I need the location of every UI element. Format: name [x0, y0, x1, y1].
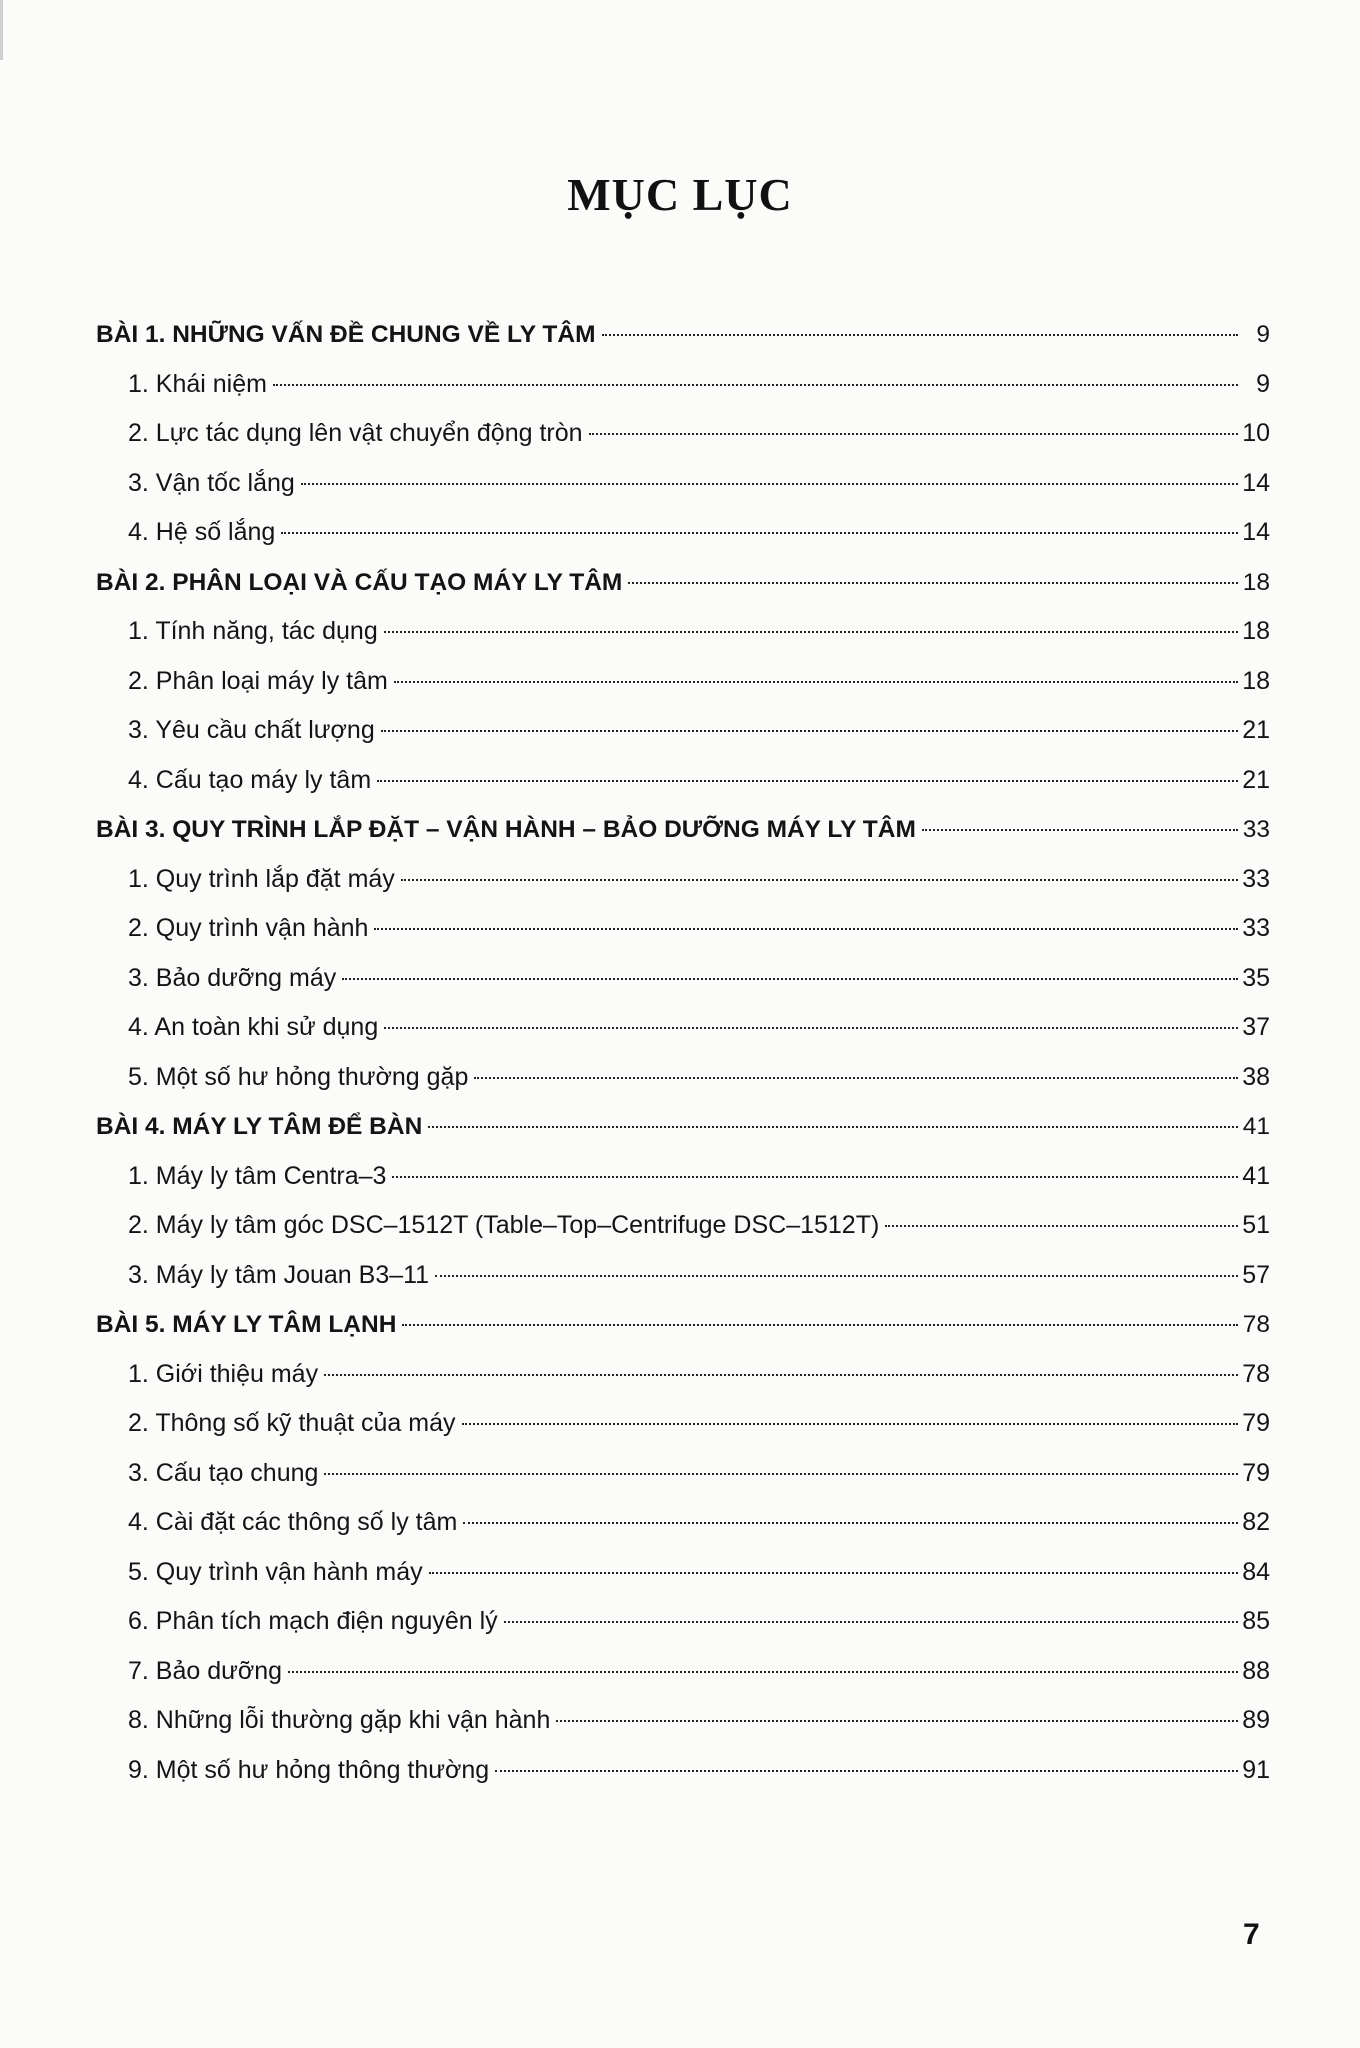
toc-entry-page-number: 82: [1242, 1508, 1270, 1536]
toc-entry-title: BÀI 1. NHỮNG VẤN ĐỀ CHUNG VỀ LY TÂM: [96, 321, 596, 348]
dot-leader: [589, 433, 1238, 435]
toc-section-entry: [96, 459, 1270, 509]
toc-entry-title: 2. Thông số kỹ thuật của máy: [128, 1409, 456, 1437]
toc-entry-title: 4. Cài đặt các thông số ly tâm: [128, 1508, 458, 1536]
dot-leader: [377, 780, 1238, 782]
toc-section-entry: [96, 1201, 1270, 1251]
toc-entry-page-number: 18: [1242, 617, 1270, 645]
toc-entry-title: 5. Quy trình vận hành máy: [128, 1557, 423, 1586]
toc-entry-page-number: 10: [1242, 419, 1270, 447]
dot-leader: [462, 1423, 1238, 1425]
toc-section-entry: [96, 904, 1270, 954]
dot-leader: [495, 1770, 1238, 1772]
toc-entry-title: 6. Phân tích mạch điện nguyên lý: [128, 1607, 498, 1635]
dot-leader: [324, 1374, 1238, 1376]
dot-leader: [556, 1720, 1238, 1722]
toc-entry-title: 1. Tính năng, tác dụng: [128, 617, 378, 645]
toc-entry-page-number: 85: [1242, 1607, 1270, 1635]
toc-entry-page-number: 21: [1242, 716, 1270, 744]
toc-entry-title: 2. Lực tác dụng lên vật chuyển động tròn: [128, 419, 583, 447]
toc-entry-page-number: 91: [1242, 1755, 1270, 1784]
toc-entry-page-number: 9: [1256, 321, 1270, 348]
toc-entry-title: 1. Giới thiệu máy: [128, 1359, 319, 1388]
dot-leader: [402, 1324, 1238, 1326]
dot-leader: [435, 1275, 1238, 1277]
toc-chapter-entry: [96, 1102, 1270, 1152]
table-of-contents: [96, 310, 1270, 1795]
dot-leader: [922, 829, 1238, 831]
toc-entry-title: 1. Khái niệm: [128, 369, 267, 398]
toc-entry-page-number: 21: [1242, 765, 1270, 794]
toc-entry-page-number: 9: [1256, 369, 1270, 398]
dot-leader: [288, 1671, 1238, 1673]
toc-entry-title: BÀI 4. MÁY LY TÂM ĐỂ BÀN: [96, 1113, 423, 1140]
toc-section-entry: [96, 1746, 1270, 1796]
toc-section-entry: [96, 1152, 1270, 1202]
toc-entry-page-number: 35: [1242, 963, 1270, 992]
toc-entry-page-number: 89: [1242, 1706, 1270, 1734]
toc-entry-title: 3. Bảo dưỡng máy: [128, 963, 337, 992]
toc-section-entry: [96, 607, 1270, 657]
toc-section-entry: [96, 855, 1270, 905]
toc-entry-title: 3. Yêu cầu chất lượng: [128, 716, 375, 744]
toc-section-entry: [96, 756, 1270, 806]
toc-entry-title: 4. Cấu tạo máy ly tâm: [128, 765, 372, 794]
toc-section-entry: [96, 657, 1270, 707]
toc-entry-page-number: 18: [1242, 666, 1270, 695]
toc-entry-page-number: 37: [1242, 1013, 1270, 1041]
toc-entry-page-number: 51: [1242, 1211, 1270, 1239]
toc-section-entry: [96, 1597, 1270, 1647]
toc-section-entry: [96, 1647, 1270, 1697]
toc-entry-title: BÀI 2. PHÂN LOẠI VÀ CẤU TẠO MÁY LY TÂM: [96, 568, 623, 596]
dot-leader: [273, 384, 1238, 386]
toc-entry-title: 7. Bảo dưỡng: [128, 1656, 283, 1685]
toc-entry-page-number: 18: [1242, 568, 1270, 596]
toc-entry-title: 9. Một số hư hỏng thông thường: [128, 1755, 490, 1784]
dot-leader: [429, 1572, 1238, 1574]
toc-entry-title: 1. Máy ly tâm Centra–3: [128, 1161, 387, 1190]
dot-leader: [628, 582, 1238, 584]
toc-entry-page-number: 84: [1242, 1557, 1270, 1586]
toc-chapter-entry: [96, 805, 1270, 855]
toc-entry-page-number: 88: [1242, 1656, 1270, 1685]
toc-entry-title: 3. Máy ly tâm Jouan B3–11: [128, 1260, 430, 1289]
toc-section-entry: [96, 1350, 1270, 1400]
dot-leader: [374, 928, 1238, 930]
toc-entry-page-number: 79: [1242, 1458, 1270, 1487]
dot-leader: [342, 978, 1238, 980]
toc-entry-page-number: 38: [1242, 1062, 1270, 1091]
toc-entry-title: 8. Những lỗi thường gặp khi vận hành: [128, 1706, 551, 1734]
toc-section-entry: [96, 1003, 1270, 1053]
dot-leader: [885, 1225, 1238, 1227]
toc-entry-title: 3. Cấu tạo chung: [128, 1458, 319, 1487]
toc-entry-title: 1. Quy trình lắp đặt máy: [128, 864, 395, 893]
dot-leader: [401, 879, 1238, 881]
toc-section-entry: [96, 508, 1270, 558]
toc-entry-page-number: 78: [1242, 1359, 1270, 1388]
dot-leader: [324, 1473, 1238, 1475]
toc-entry-title: 2. Quy trình vận hành: [128, 914, 369, 942]
dot-leader: [504, 1621, 1238, 1623]
toc-section-entry: [96, 1498, 1270, 1548]
toc-section-entry: [96, 1696, 1270, 1746]
dot-leader: [392, 1176, 1238, 1178]
toc-section-entry: [96, 1548, 1270, 1598]
page-title: MỤC LỤC: [567, 169, 793, 220]
toc-entry-title: 3. Vận tốc lắng: [128, 468, 295, 497]
dot-leader: [281, 532, 1238, 534]
toc-entry-page-number: 79: [1242, 1409, 1270, 1437]
dot-leader: [301, 483, 1238, 485]
toc-entry-page-number: 33: [1242, 864, 1270, 893]
toc-entry-title: BÀI 3. QUY TRÌNH LẮP ĐẶT – VẬN HÀNH – BẢO DƯỠNG MÁY LY TÂM: [96, 816, 916, 843]
page-number: 7: [1243, 1918, 1260, 1951]
toc-entry-page-number: 57: [1242, 1260, 1270, 1289]
toc-section-entry: [96, 706, 1270, 756]
toc-entry-page-number: 33: [1242, 914, 1270, 942]
toc-section-entry: [96, 1053, 1270, 1103]
dot-leader: [428, 1126, 1238, 1128]
toc-section-entry: [96, 1449, 1270, 1499]
toc-entry-page-number: 33: [1242, 816, 1270, 843]
toc-section-entry: [96, 360, 1270, 410]
toc-entry-title: 2. Máy ly tâm góc DSC–1512T (Table–Top–Centrifuge DSC–1512T): [128, 1211, 880, 1239]
dot-leader: [394, 681, 1238, 683]
toc-chapter-entry: [96, 1300, 1270, 1350]
dot-leader: [602, 334, 1239, 336]
toc-entry-page-number: 78: [1242, 1311, 1270, 1338]
toc-section-entry: [96, 1399, 1270, 1449]
toc-entry-title: 2. Phân loại máy ly tâm: [128, 666, 388, 695]
toc-entry-page-number: 14: [1242, 468, 1270, 497]
toc-section-entry: [96, 954, 1270, 1004]
toc-entry-page-number: 14: [1242, 518, 1270, 546]
toc-entry-title: 4. An toàn khi sử dụng: [128, 1013, 379, 1041]
toc-section-entry: [96, 409, 1270, 459]
dot-leader: [474, 1077, 1238, 1079]
toc-chapter-entry: [96, 558, 1270, 608]
dot-leader: [384, 631, 1238, 633]
dot-leader: [463, 1522, 1238, 1524]
toc-section-entry: [96, 1251, 1270, 1301]
toc-entry-page-number: 41: [1242, 1113, 1270, 1140]
toc-entry-title: 5. Một số hư hỏng thường gặp: [128, 1062, 469, 1091]
toc-chapter-entry: [96, 310, 1270, 360]
toc-entry-title: BÀI 5. MÁY LY TÂM LẠNH: [96, 1311, 397, 1338]
dot-leader: [384, 1027, 1238, 1029]
toc-entry-page-number: 41: [1242, 1161, 1270, 1190]
page-edge-mark: [0, 0, 3, 60]
toc-entry-title: 4. Hệ số lắng: [128, 518, 276, 546]
dot-leader: [381, 730, 1238, 732]
